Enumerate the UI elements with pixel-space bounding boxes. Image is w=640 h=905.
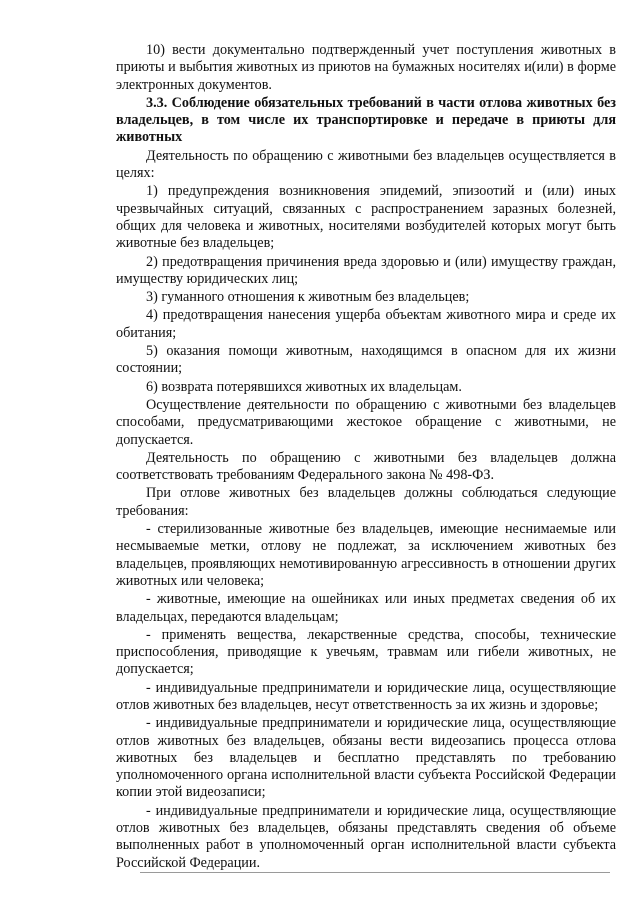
paragraph-req-video: - индивидуальные предприниматели и юридические лица, осуществляющие отлов животных без владельцев, обязаны вести видеозапись процесса отлова животных без владельцев и бесплатно представлять по требованию уполномоченного органа исполнительной власти субъекта Российской Федерации копии этой видеозаписи;: [116, 715, 616, 801]
paragraph-capture-requirements: При отлове животных без владельцев должны соблюдаться следующие требования:: [116, 485, 616, 519]
paragraph-req-responsibility: - индивидуальные предприниматели и юридические лица, осуществляющие отлов животных без владельцев, несут ответственность за их жизнь и здоровье;: [116, 679, 616, 713]
paragraph-cruelty-prohibited: Осуществление деятельности по обращению с животными без владельцев способами, предусматривающими жестокое обращение с животными, не допускается.: [116, 396, 616, 448]
paragraph-goal-3: 3) гуманного отношения к животным без владельцев;: [146, 289, 470, 306]
section-heading-3-3: 3.3. Соблюдение обязательных требований в части отлова животных без владельцев, в том числе их транспортировке и передаче в приюты для животных: [116, 94, 616, 146]
paragraph-goals-intro: Деятельность по обращению с животными без владельцев осуществляется в целях:: [116, 147, 616, 182]
footer-rule: [140, 872, 610, 873]
paragraph-goal-6: 6) возврата потерявшихся животных их владельцам.: [146, 378, 462, 395]
paragraph-goal-1: 1) предупреждения возникновения эпидемий, эпизоотий и (или) иных чрезвычайных ситуаций, связанных с распространением заразных болезней, общих для человека и животных, носителями возбудителей которых могут быть животные без владельцев;: [116, 183, 616, 252]
paragraph-law-498: Деятельность по обращению с животными без владельцев должна соответствовать требованиям Федерального закона № 498-ФЗ.: [116, 449, 616, 484]
paragraph-req-collar: - животные, имеющие на ошейниках или иных предметах сведения об их владельцах, передаются владельцам;: [116, 591, 616, 625]
paragraph-req-substances: - применять вещества, лекарственные средства, способы, технические приспособления, приводящие к увечьям, травмам или гибели животных, не допускается;: [116, 626, 616, 678]
paragraph-req-reporting: - индивидуальные предприниматели и юридические лица, осуществляющие отлов животных без владельцев, обязаны представлять сведения об объеме выполненных работ в уполномоченный орган исполнительной власти субъекта Российской Федерации.: [116, 802, 616, 871]
paragraph-goal-2: 2) предотвращения причинения вреда здоровью и (или) имуществу граждан, имуществу юридических лиц;: [116, 253, 616, 287]
paragraph-goal-4: 4) предотвращения нанесения ущерба объектам животного мира и среде их обитания;: [116, 307, 616, 341]
paragraph-req-sterilized: - стерилизованные животные без владельцев, имеющие неснимаемые или несмываемые метки, отлову не подлежат, за исключением животных без владельцев, проявляющих немотивированную агрессивность в отношении других животных или человека;: [116, 521, 616, 589]
paragraph-item-10: 10) вести документально подтвержденный учет поступления животных в приюты и выбытия животных из приютов на бумажных носителях и(или) в форме электронных документов.: [116, 42, 616, 93]
paragraph-goal-5: 5) оказания помощи животным, находящимся в опасном для их жизни состоянии;: [116, 343, 616, 377]
document-body: [116, 42, 616, 872]
